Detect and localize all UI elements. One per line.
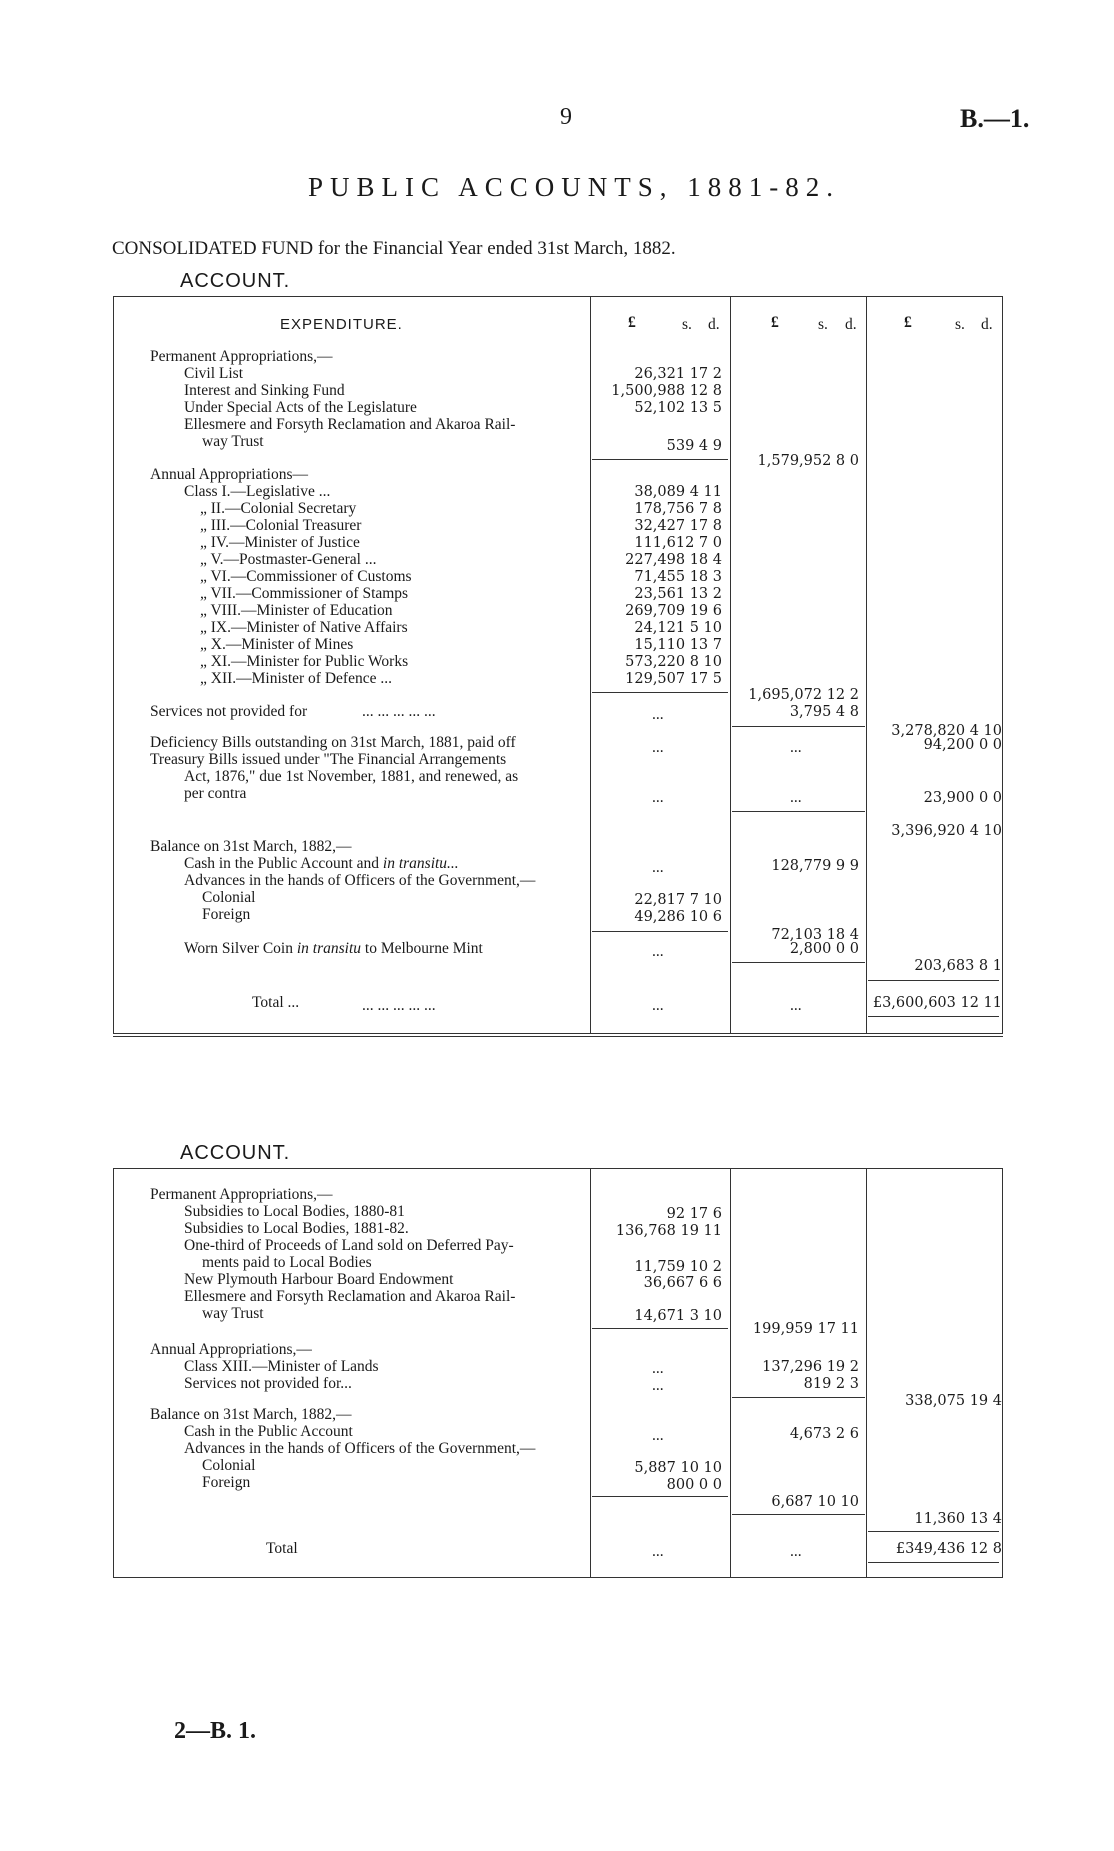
services-label: Services not provided for [150,703,308,720]
col2-shillings: s. [818,316,828,333]
class-label: „ VI.—Commissioner of Customs [200,568,412,585]
footer-signature: 2—B. 1. [174,1718,257,1744]
class-label: Class I.—Legislative ... [184,483,331,500]
perm-appropriations-label: Permanent Appropriations,— [150,1186,333,1203]
colonial-label: Colonial [202,889,256,906]
empty-cell-dots: ... [790,1543,802,1560]
page-title: PUBLIC ACCOUNTS, 1881-82. [308,172,841,202]
table-bottom-rule [113,1036,1003,1037]
deficiency-line: Act, 1876," due 1st November, 1881, and renewed, as [184,768,519,785]
perm-item-amount: 26,321 17 2 [634,366,722,382]
grand-total: £3,600,603 12 11 [872,995,1002,1011]
col2-pounds: £ [771,314,779,331]
worn-coin-label [184,940,483,958]
subtotal-1: 3,278,820 4 10 [891,723,1002,739]
total-label: Total ... [252,994,300,1011]
perm-item-label: Civil List [184,365,243,382]
sum-rule [732,1397,865,1398]
col3-pence: d. [981,316,993,333]
item-amount: 36,667 6 6 [643,1275,722,1291]
colonial-amount: 22,817 7 10 [634,892,722,908]
class-amount: 111,612 7 0 [634,535,722,551]
class-amount: 24,121 5 10 [634,620,722,636]
class-amount: 129,507 17 5 [625,671,722,687]
sum-rule [592,1328,728,1329]
class-amount: 15,110 13 7 [634,637,722,653]
empty-cell-dots: ... [652,1543,664,1560]
leader-dots: ... ... ... ... ... [362,997,436,1014]
empty-cell-dots: ... [652,789,664,806]
perm-item-amount: 539 4 9 [666,438,722,454]
perm-item-label: Interest and Sinking Fund [184,382,345,399]
class-label: „ IV.—Minister of Justice [200,534,360,551]
double-rule [868,1016,999,1017]
empty-cell-dots: ... [652,1427,664,1444]
class-label: „ VIII.—Minister of Education [200,602,393,619]
item-label: way Trust [202,1305,264,1322]
empty-cell-dots: ... [652,1377,664,1394]
item-amount: 11,759 10 2 [634,1259,722,1275]
column-divider [590,1169,591,1577]
advances-label: Advances in the hands of Officers of the Government,— [184,872,536,889]
item-amount: 92 17 6 [666,1206,722,1222]
class-label: „ X.—Minister of Mines [200,636,354,653]
double-rule [868,1562,999,1563]
perm-item-amount: 1,500,988 12 8 [611,383,722,399]
cash-label: Cash in the Public Account [184,1423,353,1440]
item-label: Subsidies to Local Bodies, 1880-81 [184,1203,405,1220]
item-label: Ellesmere and Forsyth Reclamation and Akaroa Rail- [184,1288,516,1305]
perm-total: 199,959 17 11 [752,1321,859,1337]
services-amount: 3,795 4 8 [789,704,859,720]
class-amount: 32,427 17 8 [634,518,722,534]
class-amount: 269,709 19 6 [625,603,722,619]
worn-label-text: Worn Silver Coin [184,940,293,957]
cash-label [184,855,459,873]
class-label: „ V.—Postmaster-General ... [200,551,377,568]
item-label: Subsidies to Local Bodies, 1881-82. [184,1220,409,1237]
deficiency-amount: 94,200 0 0 [923,737,1002,753]
col3-shillings: s. [955,316,965,333]
item-amount: 136,768 19 11 [615,1223,722,1239]
sum-rule [592,459,728,460]
column-divider [866,1169,867,1577]
annual-total: 1,695,072 12 2 [748,687,859,703]
empty-cell-dots: ... [652,706,664,723]
class-amount: 71,455 18 3 [634,569,722,585]
worn-label-italic: in transitu [296,940,362,957]
sum-rule [868,980,999,981]
empty-cell-dots: ... [790,997,802,1014]
balance-total: 11,360 13 4 [914,1511,1002,1527]
perm-total: 1,579,952 8 0 [757,453,859,469]
class-amount: 227,498 18 4 [625,552,722,568]
column-divider [866,297,867,1033]
class-amount: 573,220 8 10 [625,654,722,670]
class-label: „ III.—Colonial Treasurer [200,517,362,534]
item-label: New Plymouth Harbour Board Endowment [184,1271,454,1288]
account-label: ACCOUNT. [180,270,291,292]
empty-cell-dots: ... [652,997,664,1014]
column-divider [590,297,591,1033]
sum-rule [868,1531,999,1532]
page-number: 9 [560,104,572,130]
class-13-label: Class XIII.—Minister of Lands [184,1358,379,1375]
advances-total: 6,687 10 10 [771,1494,859,1510]
leader-dots: ... ... ... ... ... [362,703,436,720]
class-label: „ XI.—Minister for Public Works [200,653,409,670]
foreign-amount: 49,286 10 6 [634,909,722,925]
subtotal-2: 3,396,920 4 10 [891,823,1002,839]
class-amount: 178,756 7 8 [634,501,722,517]
class-label: „ XII.—Minister of Defence ... [200,670,392,687]
deficiency-line: Deficiency Bills outstanding on 31st March, 1881, paid off [150,734,516,751]
empty-cell-dots: ... [652,943,664,960]
empty-cell-dots: ... [652,1360,664,1377]
annual-appropriations-label: Annual Appropriations— [150,466,308,483]
document-reference: B.—1. [960,104,1030,133]
sum-rule [592,1496,728,1497]
class-amount: 23,561 13 2 [634,586,722,602]
balance-label: Balance on 31st March, 1882,— [150,838,352,855]
advances-total: 72,103 18 4 [771,927,859,943]
item-label: One-third of Proceeds of Land sold on Deferred Pay- [184,1237,514,1254]
class-amount: 38,089 4 11 [634,484,722,500]
col1-pounds: £ [628,314,636,331]
annual-appropriations-label: Annual Appropriations,— [150,1341,312,1358]
balance-label: Balance on 31st March, 1882,— [150,1406,352,1423]
empty-cell-dots: ... [652,859,664,876]
deficiency-line: Treasury Bills issued under "The Financial Arrangements [150,751,507,768]
perm-item-amount: 52,102 13 5 [634,400,722,416]
empty-cell-dots: ... [652,739,664,756]
advances-label: Advances in the hands of Officers of the Government,— [184,1440,536,1457]
worn-label-text2: to Melbourne Mint [364,940,483,957]
empty-cell-dots: ... [790,789,802,806]
page-subtitle: CONSOLIDATED FUND for the Financial Year ended 31st March, 1882. [112,238,676,259]
account-label-2: ACCOUNT. [180,1142,291,1164]
services-label: Services not provided for... [184,1375,352,1392]
col3-pounds: £ [904,314,912,331]
colonial-label: Colonial [202,1457,256,1474]
sum-rule [732,811,865,812]
col1-shillings: s. [682,316,692,333]
cash-amount: 128,779 9 9 [771,858,859,874]
foreign-label: Foreign [202,906,251,923]
sum-rule [592,692,728,693]
expenditure-heading: EXPENDITURE. [280,316,403,333]
balance-total: 203,683 8 1 [914,958,1002,974]
treasury-amount: 23,900 0 0 [923,790,1002,806]
grand-total: £349,436 12 8 [895,1541,1002,1557]
column-divider [730,297,731,1033]
column-divider [730,1169,731,1577]
worn-coin-amount: 2,800 0 0 [789,941,859,957]
foreign-amount: 800 0 0 [666,1477,722,1493]
colonial-amount: 5,887 10 10 [634,1460,722,1476]
class-label: „ IX.—Minister of Native Affairs [200,619,408,636]
services-amount: 819 2 3 [803,1376,859,1392]
item-amount: 14,671 3 10 [634,1308,722,1324]
cash-label-text: Cash in the Public Account and [184,855,380,872]
item-label: ments paid to Local Bodies [202,1254,372,1271]
class-13-amount: 137,296 19 2 [762,1359,859,1375]
cash-amount: 4,673 2 6 [789,1426,859,1442]
perm-item-label: Ellesmere and Forsyth Reclamation and Akaroa Rail- [184,416,516,433]
sum-rule [732,1514,865,1515]
foreign-label: Foreign [202,1474,251,1491]
col1-pence: d. [708,316,720,333]
perm-appropriations-label: Permanent Appropriations,— [150,348,333,365]
total-label: Total [266,1540,298,1557]
class-label: „ VII.—Commissioner of Stamps [200,585,409,602]
class-label: „ II.—Colonial Secretary [200,500,357,517]
col2-pence: d. [845,316,857,333]
sum-rule [732,726,865,727]
empty-cell-dots: ... [790,739,802,756]
sum-rule [592,931,728,932]
deficiency-line: per contra [184,785,247,802]
cash-label-italic: in transitu... [382,855,459,872]
perm-item-label: Under Special Acts of the Legislature [184,399,417,416]
sum-rule [732,962,865,963]
perm-item-label: way Trust [202,433,264,450]
subtotal: 338,075 19 4 [905,1393,1002,1409]
